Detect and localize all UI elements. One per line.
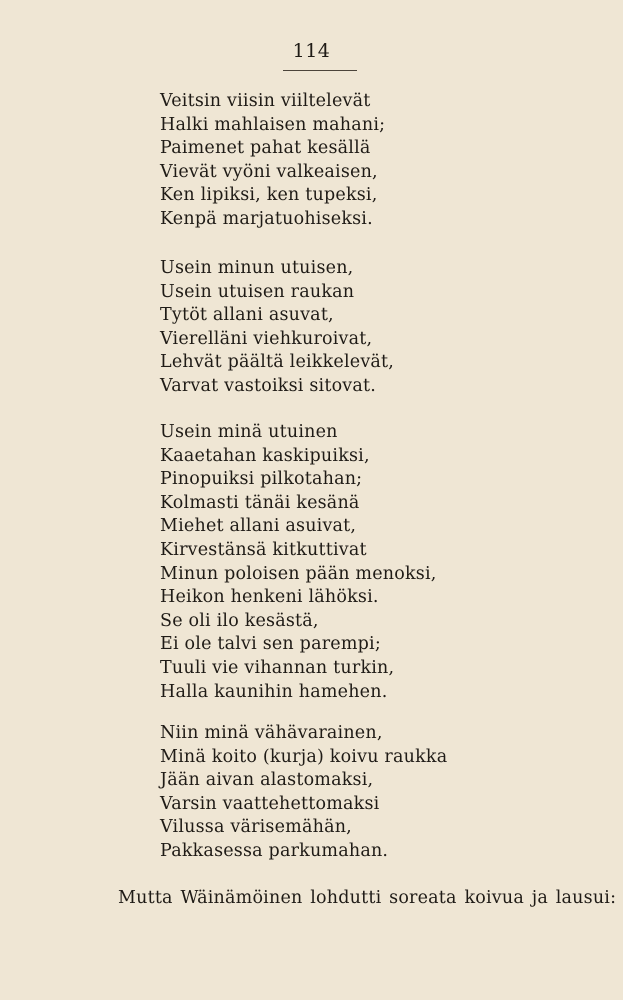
poem-line: Pinopuiksi pilkotahan; xyxy=(160,469,363,490)
poem-line: Niin minä vähävarainen, xyxy=(160,723,383,743)
poem-line: Vilussa värisemähän, xyxy=(160,817,352,838)
poem-line: Jään aivan alastomaksi, xyxy=(160,770,374,791)
poem-line: Minä koito (kurja) koivu raukka xyxy=(160,746,448,767)
poem-line: Lehvät päältä leikkelevät, xyxy=(160,352,395,373)
poem-line: Ei ole talvi sen parempi; xyxy=(160,634,381,655)
poem-line: Varsin vaattehettomaksi xyxy=(160,793,380,814)
poem-line: Usein utuisen raukan xyxy=(160,281,355,302)
poem-line: Kaaetahan kaskipuiksi, xyxy=(160,445,370,466)
poem-line: Minun poloisen pään menoksi, xyxy=(160,563,437,584)
poem-line: Paimenet pahat kesällä xyxy=(160,138,371,159)
poem-line: Se oli ilo kesästä, xyxy=(160,610,319,631)
poem-line: Varvat vastoiksi sitovat. xyxy=(160,375,377,396)
header-rule xyxy=(283,70,357,71)
poem-line: Vievät vyöni valkeaisen, xyxy=(160,161,378,182)
poem-line: Vierelläni viehkuroivat, xyxy=(160,328,373,349)
poem-line: Tuuli vie vihannan turkin, xyxy=(160,657,395,678)
poem-line: Kirvestänsä kitkuttivat xyxy=(160,539,367,560)
poem-line: Kenpä marjatuohiseksi. xyxy=(160,208,373,229)
prose-line: Mutta Wäinämöinen lohdutti soreata koivua ja lausui: xyxy=(118,888,617,908)
stanza xyxy=(160,722,447,864)
poem-line: Ken lipiksi, ken tupeksi, xyxy=(160,185,378,206)
poem-line: Halki mahlaisen mahani; xyxy=(160,114,386,135)
page-number: 114 xyxy=(292,40,331,62)
poem-line: Usein minun utuisen, xyxy=(160,258,354,278)
poem-line: Miehet allani asuivat, xyxy=(160,516,357,537)
stanza xyxy=(160,90,385,232)
poem-line: Heikon henkeni lähöksi. xyxy=(160,587,379,608)
stanza xyxy=(160,257,394,399)
poem-line: Usein minä utuinen xyxy=(160,422,338,442)
poem-line: Veitsin viisin viiltelevät xyxy=(160,91,371,111)
stanza xyxy=(160,421,437,704)
poem-line: Pakkasessa parkumahan. xyxy=(160,840,389,861)
poem-line: Kolmasti tänäi kesänä xyxy=(160,492,360,513)
poem-line: Halla kaunihin hamehen. xyxy=(160,681,388,702)
poem-line: Tytöt allani asuvat, xyxy=(160,305,334,326)
